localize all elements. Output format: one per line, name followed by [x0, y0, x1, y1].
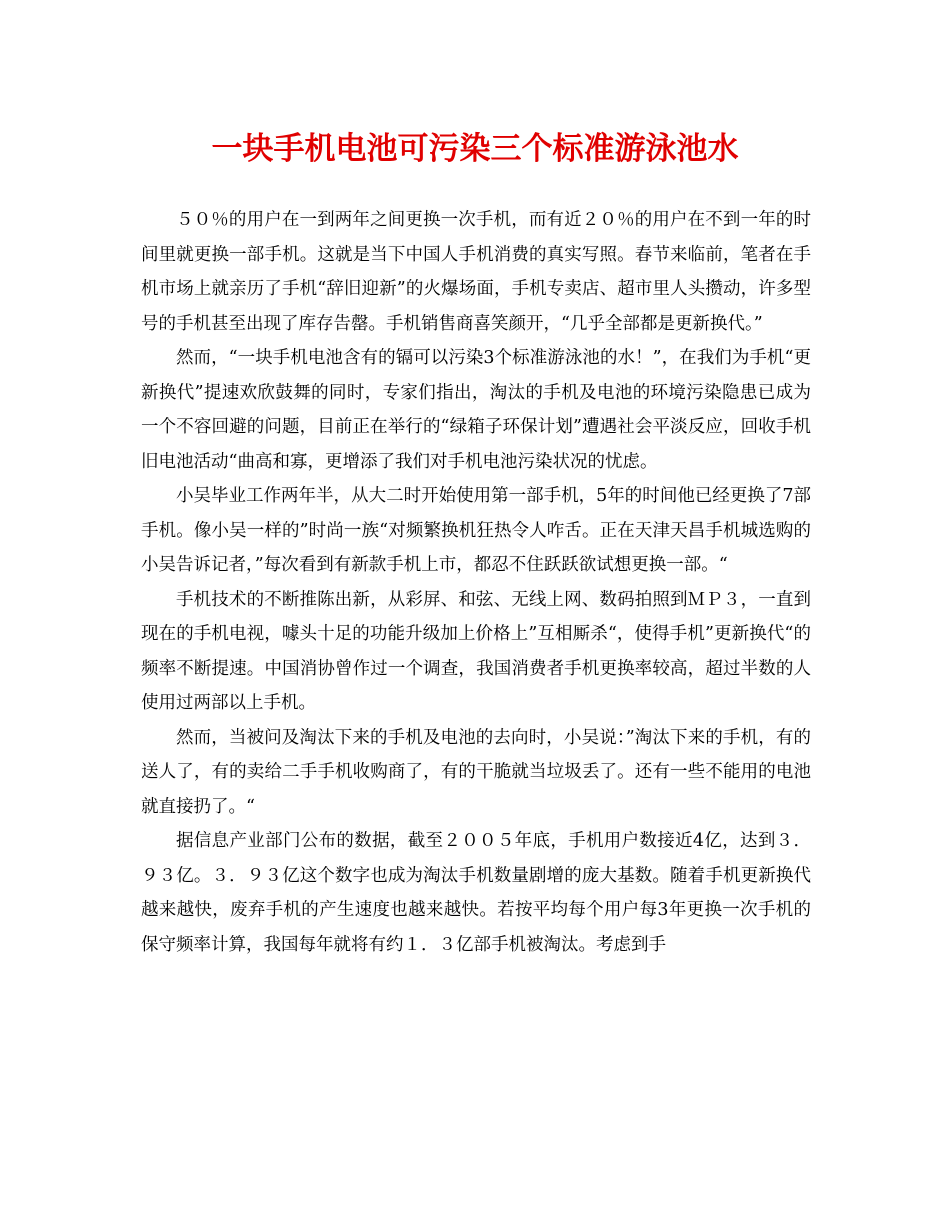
paragraph-6: 据信息产业部门公布的数据，截至２００５年底，手机用户数接近4亿，达到３．９３亿。３．９３亿这个数字也成为淘汰手机数量剧增的庞大基数。随着手机更新换代越来越快，废弃手机的产生速度也越来越快。若按平均每个用户每3年更换一次手机的保守频率计算，我国每年就将有约１．３亿部手机被淘汰。考虑到手 — [141, 831, 811, 955]
document-title: 一块手机电池可污染三个标准游泳池水 — [211, 131, 739, 167]
paragraph-5: 然而，当被问及淘汰下来的手机及电池的去向时，小吴说：”淘汰下来的手机，有的送人了，有的卖给二手手机收购商了，有的干脆就当垃圾丢了。还有一些不能用的电池就直接扔了。“ — [141, 727, 811, 817]
paragraph-4: 手机技术的不断推陈出新，从彩屏、和弦、无线上网、数码拍照到ＭＰ３，一直到现在的手机电视，噱头十足的功能升级加上价格上”互相厮杀“，使得手机”更新换代“的频率不断提速。中国消协曾作过一个调查，我国消费者手机更换率较高，超过半数的人使用过两部以上手机。 — [141, 589, 811, 713]
paragraph-3: 小吴毕业工作两年半，从大二时开始使用第一部手机，5年的时间他已经更换了7部手机。像小吴一样的”时尚一族“对频繁换机狂热令人咋舌。正在天津天昌手机城选购的小吴告诉记者，”每次看到有新款手机上市，都忍不住跃跃欲试想更换一部。“ — [141, 486, 811, 575]
paragraph-2: 然而，“一块手机电池含有的镉可以污染3个标准游泳池的水！”，在我们为手机“更新换代”提速欢欣鼓舞的同时，专家们指出，淘汰的手机及电池的环境污染隐患已成为一个不容回避的问题，目前正在举行的“绿箱子环保计划”遭遇社会平淡反应，回收手机旧电池活动“曲高和寡，更增添了我们对手机电池污染状况的忧虑。 — [141, 348, 811, 472]
document-body — [141, 203, 811, 962]
paragraph-1: ５０％的用户在一到两年之间更换一次手机，而有近２０％的用户在不到一年的时间里就更换一部手机。这就是当下中国人手机消费的真实写照。春节来临前，笔者在手机市场上就亲历了手机“辞旧迎新”的火爆场面，手机专卖店、超市里人头攒动，许多型号的手机甚至出现了库存告罄。手机销售商喜笑颜开，“几乎全部都是更新换代。” — [141, 210, 811, 334]
